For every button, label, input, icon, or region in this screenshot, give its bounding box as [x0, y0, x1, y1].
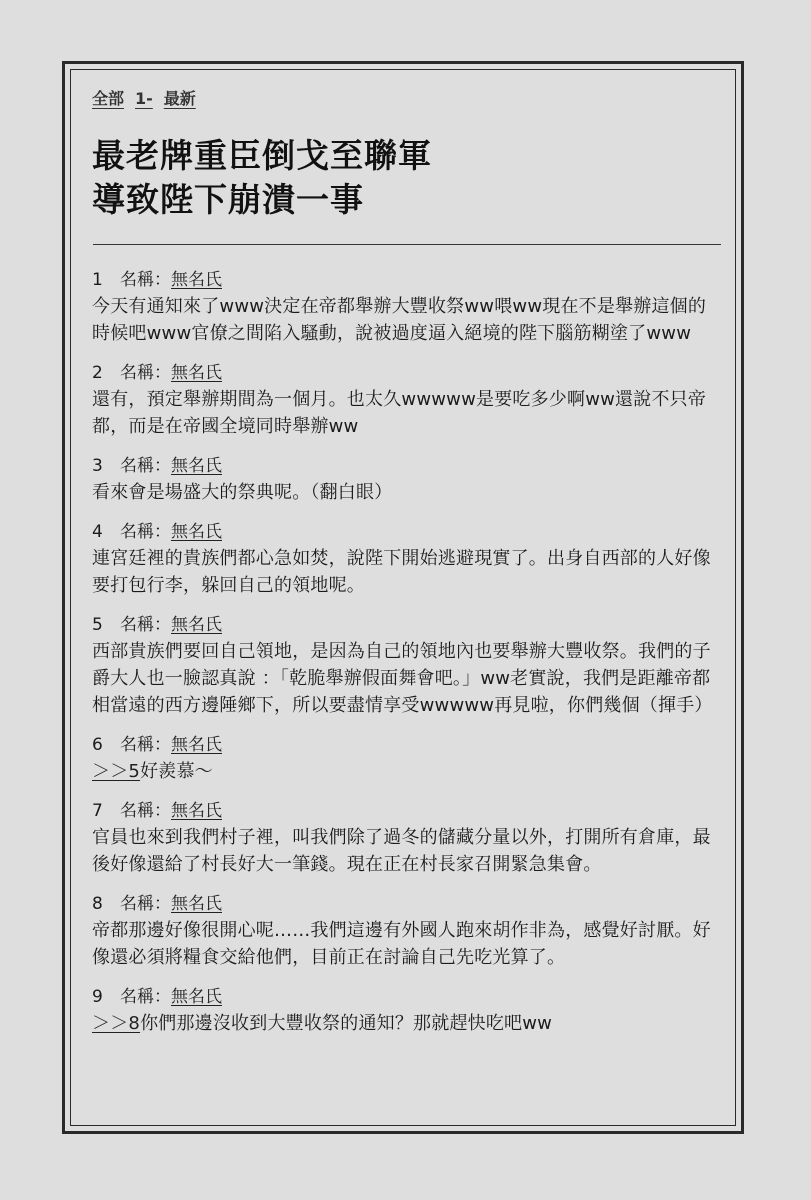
name-label: 名稱： — [120, 456, 171, 476]
post-3 — [92, 453, 722, 506]
post-body — [92, 479, 722, 506]
post-header — [92, 732, 722, 758]
post-header — [92, 891, 722, 917]
post-text: 官員也來到我們村子裡，叫我們除了過冬的儲藏分量以外，打開所有倉庫，最後好像還給了村長好大一筆錢。現在正在村長家召開緊急集會。 — [92, 827, 711, 875]
post-9 — [92, 984, 722, 1037]
post-body — [92, 917, 722, 971]
post-header — [92, 984, 722, 1010]
post-4 — [92, 519, 722, 599]
poster-name-link[interactable]: 無名氏 — [171, 363, 222, 383]
breadcrumb — [92, 86, 722, 112]
post-header — [92, 360, 722, 386]
post-body — [92, 638, 722, 719]
poster-name-link[interactable]: 無名氏 — [171, 615, 222, 635]
reply-anchor-link[interactable]: ＞＞5 — [92, 761, 141, 782]
post-text: 連宮廷裡的貴族們都心急如焚，說陛下開始逃避現實了。出身自西部的人好像要打包行李，躲回自己的領地呢。 — [92, 548, 711, 596]
name-label: 名稱： — [120, 894, 171, 914]
thread-view — [92, 86, 722, 1050]
post-number: 6 — [92, 735, 103, 755]
poster-name-link[interactable]: 無名氏 — [171, 894, 222, 914]
post-7 — [92, 798, 722, 878]
post-text: 好羨慕～ — [140, 761, 213, 782]
post-body — [92, 545, 722, 599]
post-text: 你們那邊沒收到大豐收祭的通知？那就趕快吃吧ww — [140, 1013, 553, 1034]
post-body — [92, 824, 722, 878]
post-text: 帝都那邊好像很開心呢……我們這邊有外國人跑來胡作非為，感覺好討厭。好像還必須將糧食交給他們，目前正在討論自己先吃光算了。 — [92, 920, 711, 968]
poster-name-link[interactable]: 無名氏 — [171, 522, 222, 542]
post-header — [92, 612, 722, 638]
poster-name-link[interactable]: 無名氏 — [171, 270, 222, 290]
post-header — [92, 267, 722, 293]
post-number: 5 — [92, 615, 103, 635]
post-text: 西部貴族們要回自己領地，是因為自己的領地內也要舉辦大豐收祭。我們的子爵大人也一臉認真說 ：「乾脆舉辦假面舞會吧。」ww老實說，我們是距離帝都相當遠的西方邊陲鄉下，所以要盡情享受wwwww再見啦，你們幾個（揮手） — [92, 641, 713, 716]
post-text: 還有，預定舉辦期間為一個月。也太久wwwww是要吃多少啊ww還說不只帝都，而是在帝國全境同時舉辦ww — [92, 389, 707, 437]
post-number: 7 — [92, 801, 103, 821]
thread-title — [92, 134, 722, 222]
post-body — [92, 293, 722, 347]
poster-name-link[interactable]: 無名氏 — [171, 735, 222, 755]
name-label: 名稱： — [120, 270, 171, 290]
nav-range-link[interactable]: 1- — [135, 89, 153, 108]
post-1 — [92, 267, 722, 347]
post-number: 9 — [92, 987, 103, 1007]
title-divider — [93, 244, 721, 245]
name-label: 名稱： — [120, 522, 171, 542]
post-header — [92, 519, 722, 545]
poster-name-link[interactable]: 無名氏 — [171, 801, 222, 821]
post-body — [92, 1010, 722, 1037]
thread-title-line-1: 最老牌重臣倒戈至聯軍 — [92, 136, 432, 175]
name-label: 名稱： — [120, 363, 171, 383]
post-text: 今天有通知來了www決定在帝都舉辦大豐收祭ww喂ww現在不是舉辦這個的時候吧www官僚之間陷入騷動，說被過度逼入絕境的陛下腦筋糊塗了www — [92, 296, 707, 344]
post-number: 3 — [92, 456, 103, 476]
post-header — [92, 798, 722, 824]
post-list — [92, 267, 722, 1037]
post-6 — [92, 732, 722, 785]
name-label: 名稱： — [120, 735, 171, 755]
post-body — [92, 386, 722, 440]
thread-title-line-2: 導致陛下崩潰一事 — [92, 180, 364, 219]
post-body — [92, 758, 722, 785]
poster-name-link[interactable]: 無名氏 — [171, 987, 222, 1007]
name-label: 名稱： — [120, 615, 171, 635]
post-number: 4 — [92, 522, 103, 542]
post-5 — [92, 612, 722, 719]
poster-name-link[interactable]: 無名氏 — [171, 456, 222, 476]
post-text: 看來會是場盛大的祭典呢。（翻白眼） — [92, 482, 393, 503]
post-8 — [92, 891, 722, 971]
post-2 — [92, 360, 722, 440]
post-number: 8 — [92, 894, 103, 914]
post-header — [92, 453, 722, 479]
name-label: 名稱： — [120, 801, 171, 821]
post-number: 1 — [92, 270, 103, 290]
nav-latest-link[interactable]: 最新 — [163, 89, 196, 108]
post-number: 2 — [92, 363, 103, 383]
name-label: 名稱： — [120, 987, 171, 1007]
nav-all-link[interactable]: 全部 — [92, 89, 125, 108]
reply-anchor-link[interactable]: ＞＞8 — [92, 1013, 141, 1034]
